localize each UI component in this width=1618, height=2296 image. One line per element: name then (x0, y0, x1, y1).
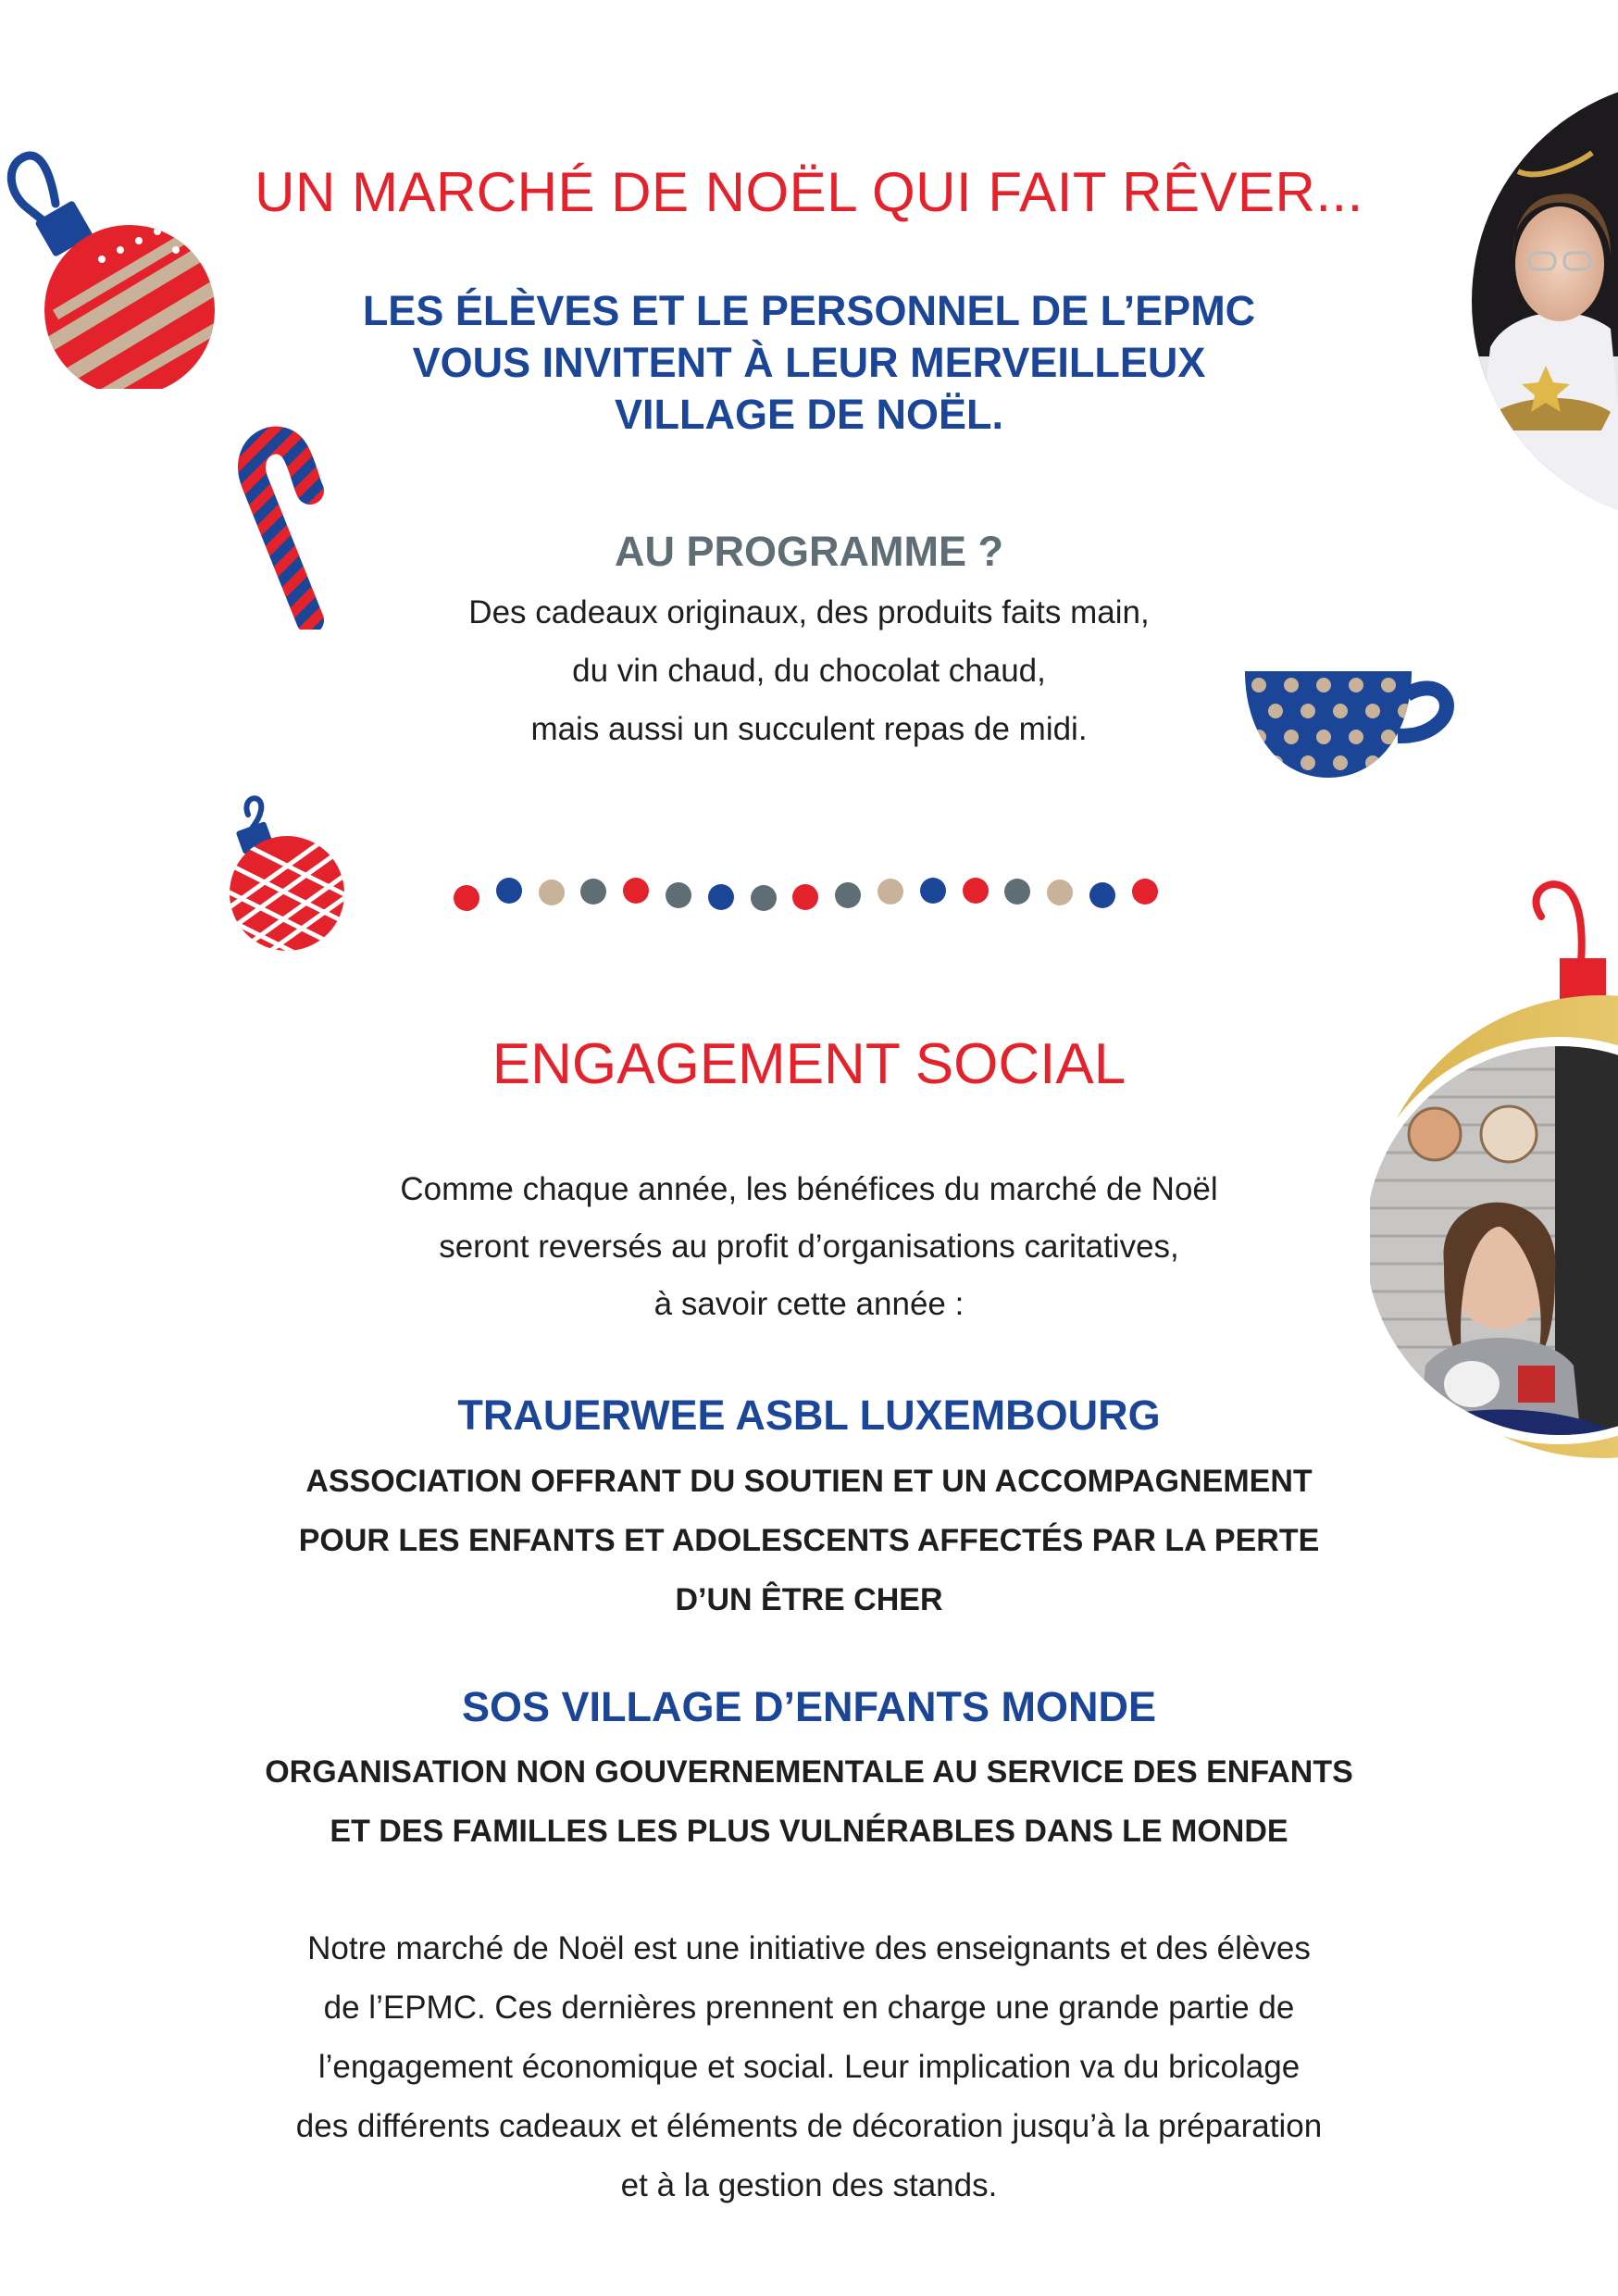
garland-dot (454, 885, 479, 911)
garland-dot (751, 885, 777, 911)
organisation-description-line: ET DES FAMILLES LES PLUS VULNÉRABLES DANS LE MONDE (330, 1814, 1288, 1849)
organisation-description-line: ORGANISATION NON GOUVERNEMENTALE AU SERVICE DES ENFANTS (265, 1754, 1353, 1790)
organisation-name-trauerwee: TRAUERWEE ASBL LUXEMBOURG (457, 1391, 1161, 1439)
programme-heading: AU PROGRAMME ? (615, 528, 1003, 575)
garland-dot (539, 880, 565, 905)
closing-line: l’engagement économique et social. Leur implication va du bricolage (317, 2049, 1301, 2085)
garland-dot (708, 884, 734, 910)
closing-line: des différents cadeaux et éléments de décoration jusqu’à la préparation (295, 2108, 1323, 2144)
garland-dot (963, 878, 989, 904)
organisation-name-sos: SOS VILLAGE D’ENFANTS MONDE (461, 1683, 1157, 1730)
organisation-description-line: POUR LES ENFANTS ET ADOLESCENTS AFFECTÉS PAR LA PERTE (298, 1523, 1320, 1558)
social-section-title: ENGAGEMENT SOCIAL (492, 1032, 1126, 1096)
garland-dot (580, 879, 606, 905)
garland-dot (496, 878, 522, 904)
garland-dot (877, 879, 903, 905)
closing-paragraph (0, 1919, 1618, 2215)
page-title: UN MARCHÉ DE NOËL QUI FAIT RÊVER... (255, 161, 1363, 223)
programme-line: mais aussi un succulent repas de midi. (530, 711, 1088, 747)
organisation-description-line: ASSOCIATION OFFRANT DU SOUTIEN ET UN ACCOMPAGNEMENT (305, 1464, 1313, 1499)
organisation-description-trauerwee (0, 1452, 1618, 1629)
garland-dot (1132, 879, 1158, 905)
social-intro-line: seront reversés au profit d’organisations caritatives, (439, 1229, 1179, 1265)
garland-dot (835, 882, 861, 908)
garland-dot (666, 882, 691, 908)
invitation-line: VILLAGE DE NOËL. (614, 391, 1004, 438)
ornament-lattice-icon (222, 787, 361, 954)
social-intro-line: à savoir cette année : (653, 1286, 965, 1322)
programme-line: Des cadeaux originaux, des produits faits main, (468, 594, 1150, 630)
garland-dot (1047, 880, 1073, 905)
programme-line: du vin chaud, du chocolat chaud, (572, 653, 1046, 689)
closing-line: et à la gestion des stands. (620, 2167, 998, 2203)
organisation-description-sos (0, 1742, 1618, 1861)
social-intro-text (0, 1161, 1618, 1333)
closing-line: Notre marché de Noël est une initiative des enseignants et des élèves (307, 1930, 1311, 1966)
invitation-text (0, 285, 1618, 441)
dot-garland (454, 878, 1176, 911)
invitation-line: VOUS INVITENT À LEUR MERVEILLEUX (412, 339, 1206, 386)
social-intro-line: Comme chaque année, les bénéfices du marché de Noël (400, 1171, 1218, 1207)
programme-text (0, 583, 1618, 758)
garland-dot (792, 884, 818, 910)
organisation-description-line: D’UN ÊTRE CHER (675, 1582, 943, 1617)
garland-dot (623, 878, 649, 904)
closing-line: de l’EPMC. Ces dernières prennent en charge une grande partie de (323, 1990, 1295, 2026)
garland-dot (1004, 879, 1030, 905)
garland-dot (1089, 882, 1115, 908)
invitation-line: LES ÉLÈVES ET LE PERSONNEL DE L’EPMC (362, 287, 1256, 334)
garland-dot (920, 878, 946, 904)
